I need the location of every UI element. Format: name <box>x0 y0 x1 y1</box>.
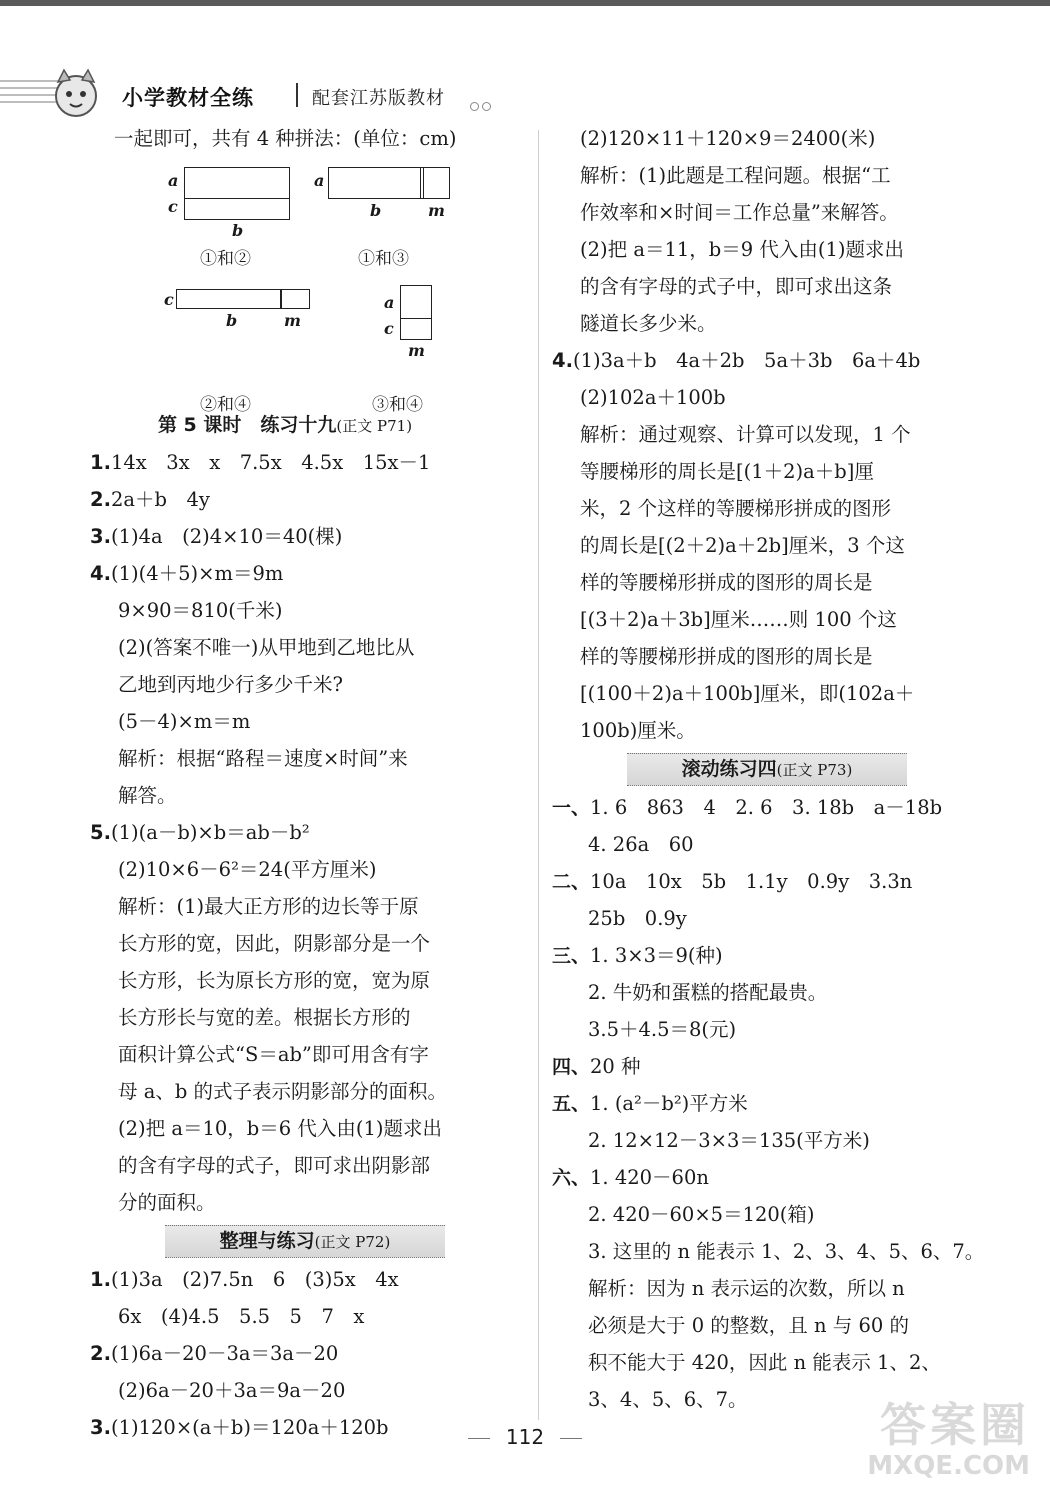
answer-line <box>552 490 982 527</box>
item-number: 1. <box>90 451 111 474</box>
answer-line <box>552 789 982 826</box>
left-review-answers <box>90 1261 520 1446</box>
watermark <box>867 1400 1030 1482</box>
label-b: b <box>370 201 382 220</box>
answer-line <box>552 1011 982 1048</box>
header-separator <box>296 83 298 107</box>
answer-text: 长方形长与宽的差。根据长方形的 <box>118 1006 411 1029</box>
answer-text: 20 种 <box>590 1055 641 1078</box>
answer-text: (5－4)×m＝m <box>118 710 251 733</box>
item-number: 4. <box>90 562 111 585</box>
answer-text: 面积计算公式“S＝ab”即可用含有字 <box>118 1043 429 1066</box>
answer-line <box>552 416 982 453</box>
item-number: 4. <box>552 349 573 372</box>
answer-text: 2. 12×12－3×3＝135(平方米) <box>588 1129 870 1152</box>
answer-line <box>552 120 982 157</box>
rect-c <box>400 318 432 340</box>
top-border <box>0 0 1050 6</box>
answer-line <box>552 937 982 974</box>
answer-line <box>552 1048 982 1085</box>
answer-line <box>552 1196 982 1233</box>
answer-text: 4. 26a 60 <box>588 833 694 856</box>
answer-text: 3. 这里的 n 能表示 1、2、3、4、5、6、7。 <box>588 1240 985 1263</box>
answer-text: 解析：通过观察、计算可以发现，1 个 <box>580 423 911 446</box>
label-a: a <box>314 171 325 190</box>
label-m: m <box>428 201 445 220</box>
label-a: a <box>384 293 395 312</box>
banner-review-ref: (正文 P72) <box>314 1233 391 1251</box>
answer-text: 的含有字母的式子，即可求出阴影部 <box>118 1154 431 1177</box>
answer-text: 米，2 个这样的等腰梯形拼成的图形 <box>580 497 892 520</box>
answer-text: 母 a、b 的式子表示阴影部分的面积。 <box>118 1080 448 1103</box>
answer-line <box>90 1036 520 1073</box>
answer-text: (2)102a＋100b <box>580 386 726 409</box>
right-answers <box>552 120 982 749</box>
item-number: 四、 <box>552 1056 591 1078</box>
right-rolling-answers <box>552 789 985 1418</box>
answer-text: 10a 10x 5b 1.1y 0.9y 3.3n <box>590 870 913 893</box>
answer-text: (1)4a (2)4×10＝40(棵) <box>110 525 343 548</box>
answer-text: [(100＋2)a＋100b]厘米，即(102a＋ <box>580 682 915 705</box>
answer-text: (2)6a－20＋3a＝9a－20 <box>118 1379 346 1402</box>
answer-text: (2)把 a＝10，b＝6 代入由(1)题求出 <box>118 1117 442 1140</box>
answer-text: 2a＋b 4y <box>110 488 210 511</box>
watermark-line1: 答案圈 <box>880 1398 1030 1452</box>
answer-line <box>90 1073 520 1110</box>
rect-a <box>400 285 432 319</box>
section5-ref: (正文 P71) <box>336 417 413 435</box>
answer-line <box>90 1372 520 1409</box>
answer-text: (2)10×6－6²＝24(平方厘米) <box>118 858 377 881</box>
rect-long <box>176 289 282 309</box>
caption-1-2: ①和② <box>200 249 251 269</box>
answer-line <box>90 925 520 962</box>
label-b: b <box>226 311 238 330</box>
left-column <box>90 120 520 1446</box>
diagram-1-and-3 <box>312 167 452 277</box>
answer-text: 2. 牛奶和蛋糕的搭配最贵。 <box>588 981 828 1004</box>
item-number: 一、 <box>552 797 591 819</box>
banner-rolling-ref: (正文 P73) <box>776 761 853 779</box>
item-number: 六、 <box>552 1167 591 1189</box>
page-dash-right <box>560 1438 582 1439</box>
answer-line <box>90 888 520 925</box>
answer-line <box>552 527 982 564</box>
diagram-1-and-2 <box>150 167 290 277</box>
answer-text: 作效率和×时间＝工作总量”来解答。 <box>580 201 899 224</box>
answer-text: (1)6a－20－3a＝3a－20 <box>110 1342 339 1365</box>
section5-heading <box>50 407 520 444</box>
answer-line <box>90 444 520 481</box>
label-c: c <box>384 319 394 338</box>
answer-line <box>552 342 982 379</box>
answer-text: 解析：(1)此题是工程问题。根据“工 <box>580 164 891 187</box>
answer-line <box>552 564 982 601</box>
answer-line <box>90 666 520 703</box>
answer-text: 长方形，长为原长方形的宽，宽为原 <box>118 969 431 992</box>
answer-text: (2)把 a＝11，b＝9 代入由(1)题求出 <box>580 238 904 261</box>
caption-2-4: ②和④ <box>200 395 251 415</box>
banner-rolling <box>627 753 907 786</box>
answer-line <box>90 1335 520 1372</box>
page-header <box>0 66 1050 126</box>
item-number: 1. <box>90 1268 111 1291</box>
intro-line: 一起即可，共有 4 种拼法：(单位：cm) <box>114 127 457 150</box>
rect-m <box>420 167 450 199</box>
item-number: 三、 <box>552 945 591 967</box>
left-answers <box>90 444 520 1221</box>
answer-text: 的周长是[(2＋2)a＋2b]厘米，3 个这 <box>580 534 905 557</box>
rect-m <box>280 289 310 309</box>
answer-text: 解答。 <box>118 784 177 807</box>
answer-text: 25b 0.9y <box>588 907 687 930</box>
answer-line <box>552 826 982 863</box>
rect-long <box>328 167 424 199</box>
answer-line <box>90 740 520 777</box>
book-title: 小学教材全练 <box>122 86 254 110</box>
mascot-icon <box>40 66 110 124</box>
label-m: m <box>408 341 425 360</box>
answer-line <box>552 1085 982 1122</box>
answer-text: 样的等腰梯形拼成的图形的周长是 <box>580 571 873 594</box>
answer-line <box>90 777 520 814</box>
label-a: a <box>168 171 179 190</box>
answer-text: 6x (4)4.5 5.5 5 7 x <box>118 1305 365 1328</box>
answer-text: 等腰梯形的周长是[(1＋2)a＋b]厘 <box>580 460 874 483</box>
answer-text: 积不能大于 420，因此 n 能表示 1、2、 <box>588 1351 941 1374</box>
item-number: 五、 <box>552 1093 591 1115</box>
answer-line <box>90 629 520 666</box>
answer-line <box>552 379 982 416</box>
page-dash-left <box>468 1438 490 1439</box>
right-column <box>552 120 985 1418</box>
label-b: b <box>232 221 244 240</box>
answer-line <box>90 1147 520 1184</box>
caption-1-3: ①和③ <box>358 249 409 269</box>
answer-line <box>552 231 982 268</box>
answer-text: 隧道长多少米。 <box>580 312 717 335</box>
answer-text: 1. 420－60n <box>590 1166 709 1189</box>
answer-line <box>90 481 520 518</box>
answer-line <box>552 1270 982 1307</box>
answer-line <box>90 1184 520 1221</box>
watermark-line2: MXQE.COM <box>867 1451 1030 1481</box>
answer-line <box>552 194 982 231</box>
answer-line <box>552 638 982 675</box>
answer-text: (1)120×(a＋b)＝120a＋120b <box>110 1416 389 1439</box>
answer-text: 14x 3x x 7.5x 4.5x 15x－1 <box>110 451 431 474</box>
answer-text: 3.5＋4.5＝8(元) <box>588 1018 737 1041</box>
answer-text: 2. 420－60×5＝120(箱) <box>588 1203 815 1226</box>
answer-line <box>90 962 520 999</box>
column-divider <box>538 130 539 1420</box>
answer-text: (1)(a－b)×b＝ab－b² <box>110 821 310 844</box>
answer-line <box>552 712 982 749</box>
answer-text: (2)(答案不唯一)从甲地到乙地比从 <box>118 636 415 659</box>
answer-text: 100b)厘米。 <box>580 719 696 742</box>
answer-line <box>90 703 520 740</box>
answer-text: 样的等腰梯形拼成的图形的周长是 <box>580 645 873 668</box>
answer-text: (1)3a＋b 4a＋2b 5a＋3b 6a＋4b <box>572 349 921 372</box>
item-number: 2. <box>90 488 111 511</box>
answer-line <box>552 1307 982 1344</box>
answer-line <box>552 601 982 638</box>
diagram-2-and-4 <box>160 289 320 415</box>
item-number: 5. <box>90 821 111 844</box>
rect-c <box>184 198 290 220</box>
answer-text: 9×90＝810(千米) <box>118 599 283 622</box>
answer-text: 长方形的宽，因此，阴影部分是一个 <box>118 932 431 955</box>
item-number: 3. <box>90 525 111 548</box>
answer-line <box>552 974 982 1011</box>
answer-line <box>90 1110 520 1147</box>
answer-line <box>90 999 520 1036</box>
answer-text: 的含有字母的式子中，即可求出这条 <box>580 275 893 298</box>
answer-line <box>90 518 520 555</box>
answer-text: 分的面积。 <box>118 1191 216 1214</box>
item-number: 二、 <box>552 871 591 893</box>
answer-text: 解析：因为 n 表示运的次数，所以 n <box>588 1277 905 1300</box>
answer-line <box>552 900 982 937</box>
answer-text: 解析：根据“路程＝速度×时间”来 <box>118 747 408 770</box>
item-number: 3. <box>90 1416 111 1439</box>
answer-line <box>90 1261 520 1298</box>
answer-text: [(3＋2)a＋3b]厘米……则 100 个这 <box>580 608 897 631</box>
answer-text: (1)3a (2)7.5n 6 (3)5x 4x <box>110 1268 399 1291</box>
label-m: m <box>284 311 301 330</box>
banner-rolling-title: 滚动练习四 <box>681 758 777 780</box>
answer-text: 乙地到丙地少行多少千米? <box>118 673 343 696</box>
answer-text: 1. (a²－b²)平方米 <box>590 1092 748 1115</box>
page-number-text: 112 <box>505 1425 545 1449</box>
answer-line <box>552 675 982 712</box>
answer-line <box>90 1298 520 1335</box>
answer-line <box>552 305 982 342</box>
caption-3-4: ③和④ <box>372 395 423 415</box>
answer-line <box>90 592 520 629</box>
answer-line <box>90 555 520 592</box>
banner-review <box>165 1225 445 1258</box>
answer-line <box>552 1233 985 1270</box>
header-dots <box>470 96 494 115</box>
answer-line <box>552 863 982 900</box>
book-subtitle: 配套江苏版教材 <box>312 88 445 109</box>
answer-line <box>90 851 520 888</box>
section5-title: 第 5 课时 练习十九 <box>157 414 337 436</box>
answer-text: (2)120×11＋120×9＝2400(米) <box>580 127 876 150</box>
answer-line <box>552 1122 982 1159</box>
rect-a <box>184 167 290 199</box>
diagram-area <box>90 157 520 415</box>
answer-text: (1)(4＋5)×m＝9m <box>110 562 284 585</box>
answer-line <box>552 1159 982 1196</box>
answer-line <box>552 157 982 194</box>
banner-review-title: 整理与练习 <box>219 1230 315 1252</box>
label-c: c <box>164 290 174 309</box>
answer-line <box>552 268 982 305</box>
answer-line <box>90 814 520 851</box>
answer-text: 解析：(1)最大正方形的边长等于原 <box>118 895 419 918</box>
label-c: c <box>168 197 178 216</box>
answer-line <box>552 1344 982 1381</box>
diagram-3-and-4 <box>372 285 480 415</box>
item-number: 2. <box>90 1342 111 1365</box>
answer-line <box>552 453 982 490</box>
answer-text: 1. 6 863 4 2. 6 3. 18b a－18b <box>590 796 943 819</box>
answer-text: 3、4、5、6、7。 <box>588 1388 748 1411</box>
answer-text: 必须是大于 0 的整数，且 n 与 60 的 <box>588 1314 909 1337</box>
answer-text: 1. 3×3＝9(种) <box>590 944 723 967</box>
